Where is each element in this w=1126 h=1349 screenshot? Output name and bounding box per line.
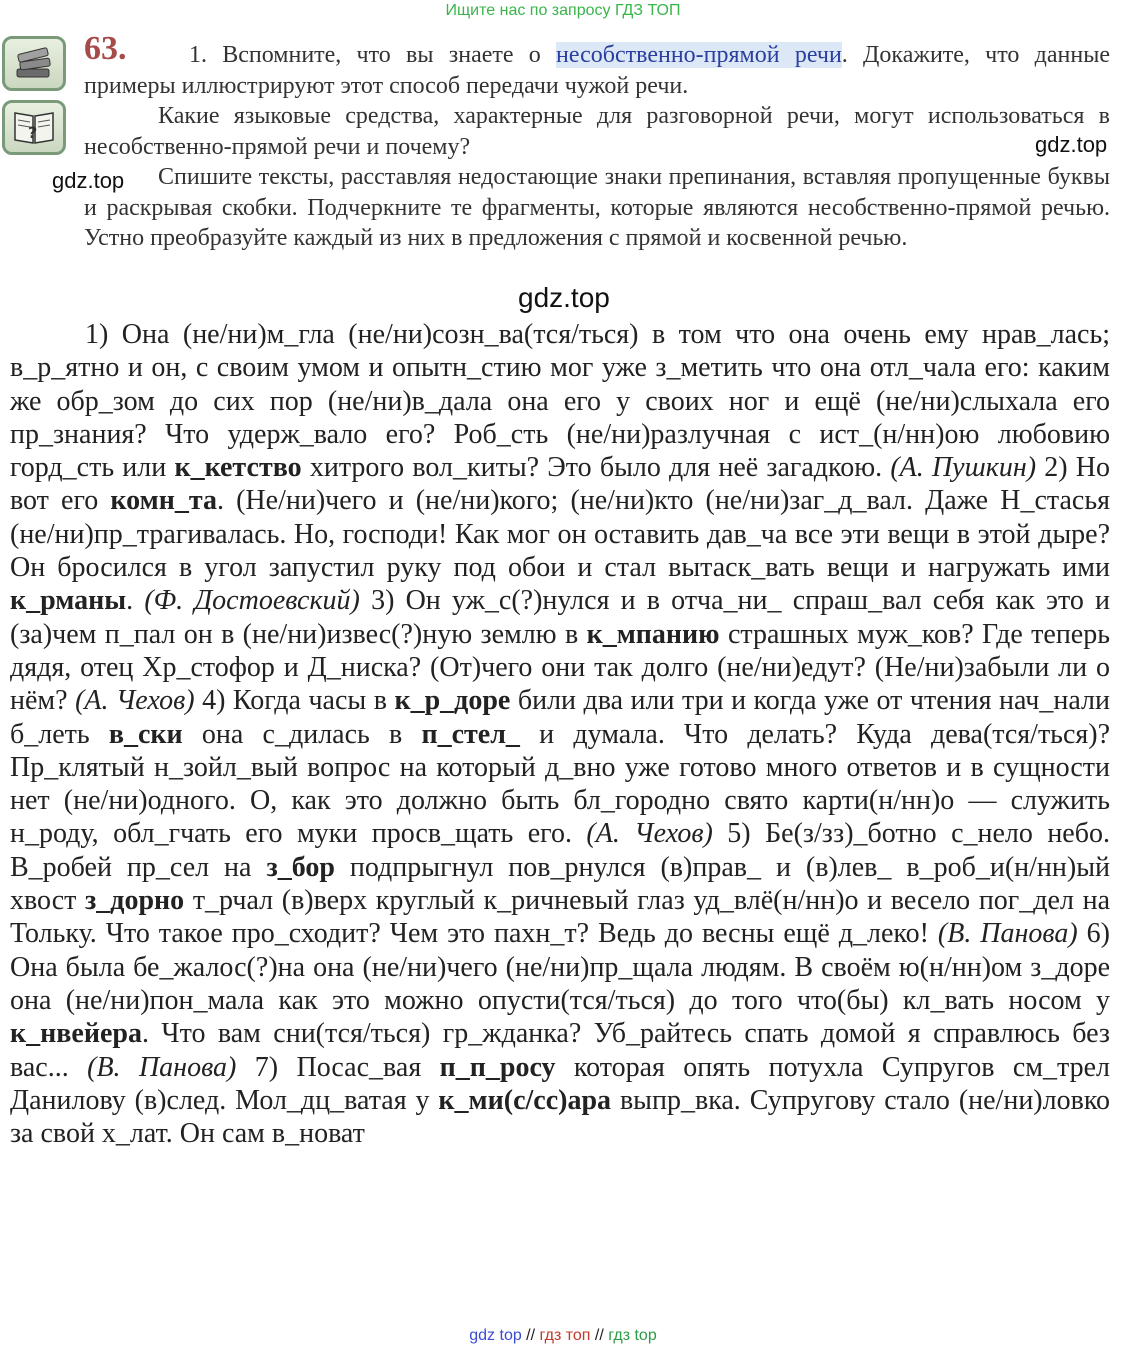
bold-word: з_бор: [266, 851, 335, 883]
bold-word: комн_та: [110, 485, 217, 517]
author-attribution: (В. Панова): [937, 918, 1078, 950]
highlighted-term: несобственно-прямой речи: [556, 42, 842, 68]
text-fragment: 4) Когда часы в: [194, 685, 395, 717]
author-attribution: (А. Чехов): [75, 685, 195, 717]
text-fragment: которая опять потухла Супругов см_трел Данилову (в)след. Мол_дц_ватая у: [10, 1051, 1111, 1116]
text-fragment: 3) Он уж_с(?)нулся и в отча_ни_ спраш_вал себя как это и (за)чем п_пал он в (не/ни)извес(?)ную землю в: [10, 585, 1111, 650]
watermark: gdz.top: [1035, 132, 1108, 157]
footer-link: гдз top: [608, 1327, 657, 1344]
bold-word: з_дорно: [85, 885, 185, 917]
watermark: gdz.top: [518, 282, 610, 313]
text-fragment: били два или три и когда уже от чтения нач_нали б_леть: [10, 685, 1111, 750]
bold-word: к_нвейера: [10, 1018, 142, 1050]
text-fragment: 5) Бе(з/зз)_ботно с_нело небо. В_робей пр_сел на: [10, 818, 1110, 883]
text-fragment: .: [126, 585, 145, 617]
task-text: . Докажите, что данные примеры иллюстрируют этот способ передачи чужой речи.: [84, 42, 1110, 99]
footer-link: гдз топ: [539, 1327, 591, 1344]
svg-text:?: ?: [28, 123, 38, 142]
text-fragment: она с_дилась в: [182, 718, 422, 750]
text-fragment: и думала. Что делать? Куда дева(тся/ться)? Пр_клятый н_зойл_вый вопрос на который д_вно уже готово много ответов и в сущности нет (не/ни)одного. О, как это должно быть бл_городно свято карти(н/нн)о — служить н_роду, обл_гчать его муки просв_щать его.: [10, 718, 1111, 850]
author-attribution: (А. Чехов): [586, 818, 713, 850]
task-paragraph-1: [84, 40, 1110, 101]
bold-word: к_мпанию: [586, 618, 720, 650]
text-fragment: 2) Но вот его: [10, 452, 1110, 517]
bold-word: к_кетство: [174, 452, 302, 484]
text-fragment: подпрыгнул пов_рнулся (в)прав_ и (в)лев_ в_роб_и(н/нн)ый хвост: [10, 851, 1110, 917]
top-banner: Ищите нас по запросу ГДЗ ТОП: [445, 2, 681, 19]
bold-word: к_ми(с/сс)ара: [438, 1084, 612, 1116]
author-attribution: (Ф. Достоевский): [144, 585, 360, 617]
books-icon: [2, 36, 66, 91]
text-fragment: 7) Посас_вая: [236, 1051, 440, 1083]
task-paragraph-2: Какие языковые средства, характерные для разговорной речи, могут использоваться в несобственно-прямой речи и почему?: [84, 103, 1110, 160]
bold-word: к_р_доре: [394, 685, 511, 717]
bold-word: в_ски: [108, 718, 183, 750]
text-fragment: страшных муж_ков? Где теперь дядя, отец Хр_стофор и Д_ниска? (От)чего они так долго (не/ни)едут? (Не/ни)забыли ли о нём?: [10, 618, 1110, 717]
text-fragment: 6) Она была бе_жалос(?)на она (не/ни)чего (не/ни)пр_щала людям. В своём ю(н/нн)ом з_доре она (не/ни)пон_мала как это можно опусти(тся/ться) до того что(бы) кл_вать носом у: [10, 918, 1111, 1016]
watermark: gdz.top: [52, 168, 125, 193]
text-fragment: 1) Она (не/ни)м_гла (не/ни)созн_ва(тся/ться) в том что она очень ему нрав_лась; в_р_ятно и он, с своим умом и опытн_стию мог уже з_метить что она отл_чала его: каким же обр_зом до сих пор (не/ни)в_дала она его у своих ног и ещё (не/ни)слыхала его пр_знания? Что удерж_вало его? Роб_сть (не/ни)разлучная с ист_(н/нн)ою любовию горд_сть или: [10, 319, 1110, 484]
author-attribution: (А. Пушкин): [890, 452, 1037, 484]
task-text: 1. Вспомните, что вы знаете о: [189, 42, 557, 68]
exercise-texts: [10, 318, 1110, 1150]
text-fragment: . Что вам сни(тся/ться) гр_жданка? Уб_райтесь спать домой я справлюсь без вас...: [10, 1018, 1110, 1083]
bold-word: п_п_росу: [439, 1051, 556, 1083]
question-book-icon: [2, 100, 66, 155]
text-fragment: . (Не/ни)чего и (не/ни)кого; (не/ни)кто (не/ни)заг_д_вал. Даже Н_стасья (не/ни)пр_трагивалась. Но, господи! Как мог он оставить дав_ча все эти вещи в этой дыре? Он бросился в угол запустил руку под обои и стал вытаск_вать вещи и нагружать ими: [10, 485, 1110, 584]
footer-separator: //: [590, 1327, 609, 1344]
text-fragment: т_рчал (в)верх круглый к_ричневый глаз уд_влё(н/нн)о и весело пог_дел на Тольку. Что такое про_сходит? Чем это пахн_т? Ведь до весны ещё д_леко!: [10, 885, 1110, 950]
bold-word: к_рманы: [10, 585, 127, 617]
exercise-number: 63.: [84, 30, 127, 67]
author-attribution: (В. Панова): [87, 1051, 237, 1083]
text-fragment: хитрого вол_киты? Это было для неё загадкою.: [301, 452, 891, 484]
footer-link: gdz top: [469, 1327, 522, 1344]
bold-word: п_стел_: [421, 718, 520, 750]
footer-separator: //: [521, 1327, 540, 1344]
footer-watermark: [0, 1327, 1126, 1345]
text-fragment: выпр_вка. Супругову стало (не/ни)ловко за свой х_лат. Он сам в_новат: [10, 1084, 1111, 1150]
task-paragraph-3: Спишите тексты, расставляя недостающие знаки препинания, вставляя пропущенные буквы и раскрывая скобки. Подчеркните те фрагменты, которые являются несобственно-прямой речью. Устно преобразуйте каждый из них в предложения с прямой и косвенной речью.: [84, 164, 1110, 251]
